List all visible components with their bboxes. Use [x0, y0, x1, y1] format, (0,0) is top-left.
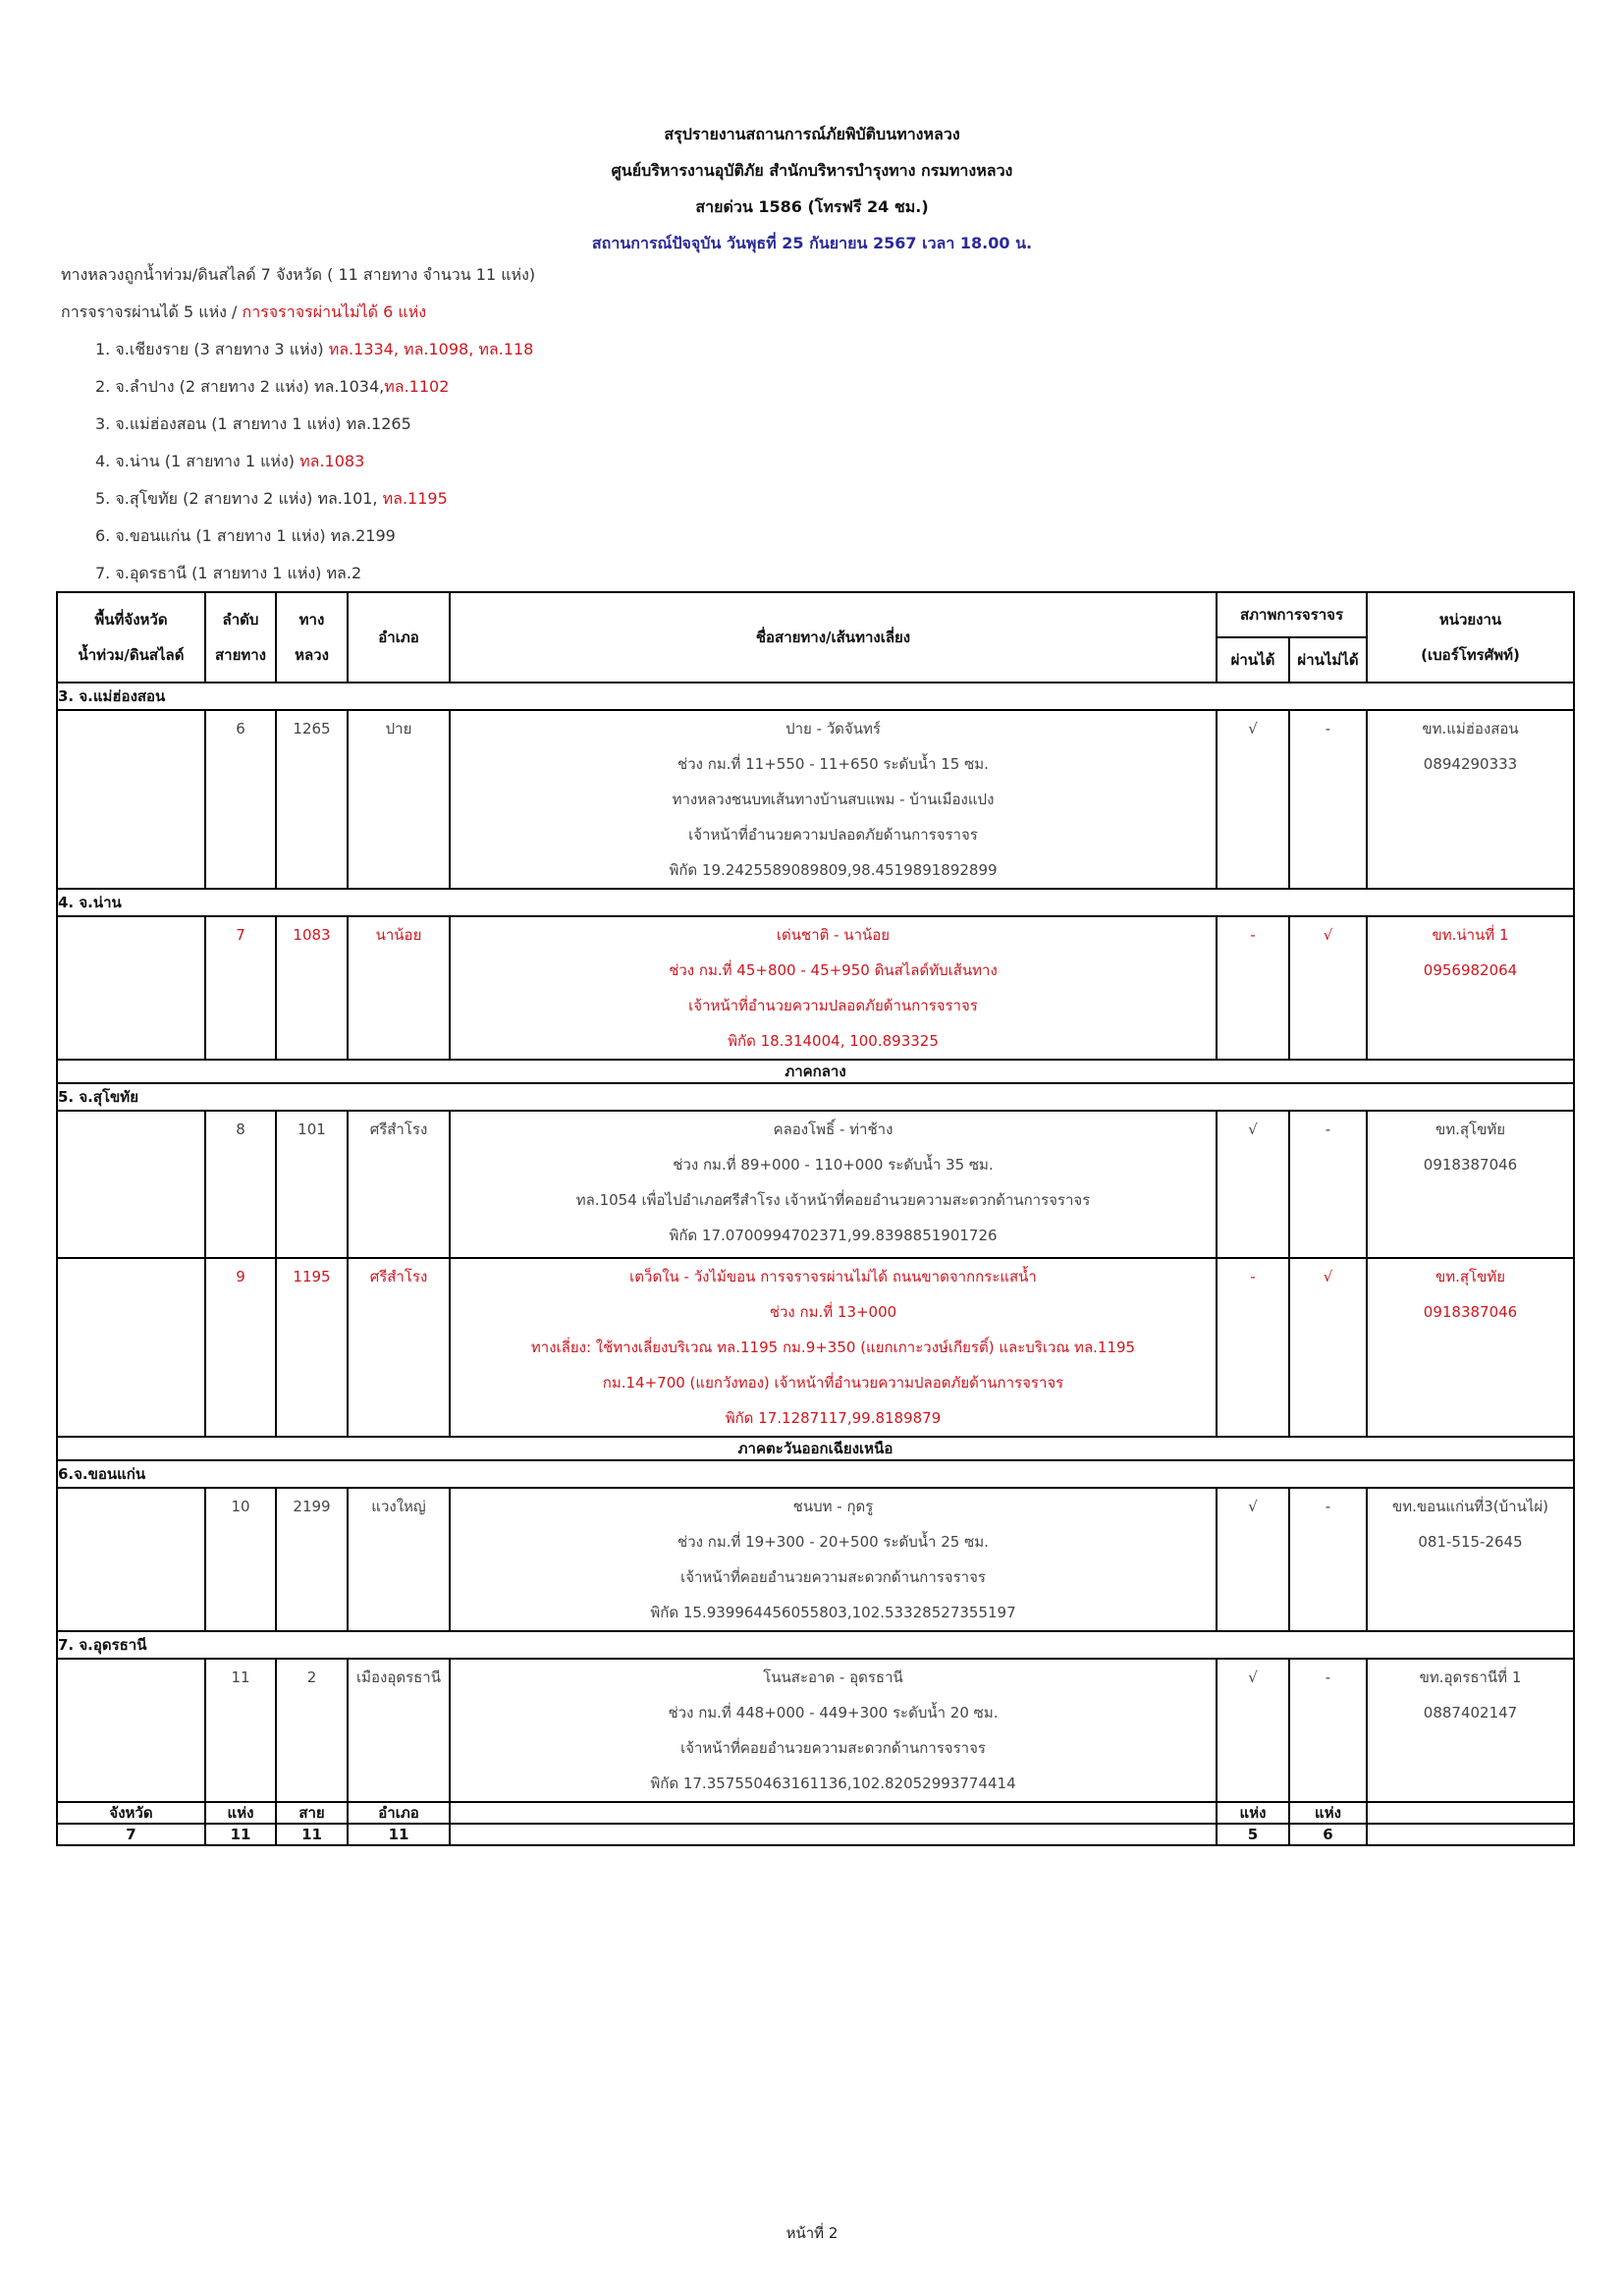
- page-number: หน้าที่ 2: [785, 2224, 839, 2242]
- col-district: อำเภอ: [348, 592, 450, 683]
- table-row: [57, 1258, 1574, 1437]
- totals-label-districts: อำเภอ: [348, 1802, 450, 1824]
- section-nan: 4. จ.น่าน: [57, 889, 1574, 916]
- summary-item-text: 7. จ.อุดรธานี (1 สายทาง 1 แห่ง) ทล.2: [95, 564, 362, 582]
- col-unit: หน่วยงาน (เบอร์โทรศัพท์): [1367, 592, 1574, 683]
- col-province: พื้นที่จังหวัด น้ำท่วม/ดินสไลด์: [57, 592, 205, 683]
- route-desc: ปาย - วัดจันทร์ ช่วง กม.ที่ 11+550 - 11+650 ระดับน้ำ 15 ซม. ทางหลวงชนบทเส้นทางบ้านสบแพม - บ้านเมืองแปง เจ้าหน้าที่อำนวยความปลอดภัยด้านการจราจร พิกัด 19.2425589089809,98.4519891892899: [450, 710, 1217, 889]
- totals-header-row: [57, 1802, 1574, 1824]
- total-districts: 11: [348, 1824, 450, 1845]
- unit: ขท.แม่ฮ่องสอน 0894290333: [1367, 710, 1574, 889]
- seq: 11: [205, 1659, 276, 1802]
- unit: ขท.สุโขทัย 0918387046: [1367, 1111, 1574, 1258]
- nopass-mark: √: [1289, 1258, 1367, 1437]
- highway: 101: [276, 1111, 348, 1258]
- total-nopass: 6: [1289, 1824, 1367, 1845]
- total-provinces: 7: [57, 1824, 205, 1845]
- summary-item-red: ทล.1334, ทล.1098, ทล.118: [328, 340, 534, 358]
- totals-label-places: แห่ง: [205, 1802, 276, 1824]
- incident-table: [56, 591, 1575, 1846]
- totals-label-routes: สาย: [276, 1802, 348, 1824]
- summary: [61, 262, 535, 598]
- nopass-mark: -: [1289, 710, 1367, 889]
- totals-row: [57, 1824, 1574, 1845]
- totals-label-pass: แห่ง: [1217, 1802, 1289, 1824]
- col-pass: ผ่านได้: [1217, 637, 1289, 683]
- highway: 2199: [276, 1488, 348, 1631]
- summary-item: [61, 523, 535, 561]
- summary-traffic: [61, 300, 535, 337]
- summary-total: ทางหลวงถูกน้ำท่วม/ดินสไลด์ 7 จังหวัด ( 11 สายทาง จำนวน 11 แห่ง): [61, 265, 536, 284]
- summary-item-red: ทล.1102: [384, 377, 450, 396]
- region-northeast: ภาคตะวันออกเฉียงเหนือ: [57, 1437, 1574, 1460]
- district: เมืองอุดรธานี: [348, 1659, 450, 1802]
- nopass-mark: -: [1289, 1488, 1367, 1631]
- seq: 6: [205, 710, 276, 889]
- seq: 7: [205, 916, 276, 1060]
- unit: ขท.ขอนแก่นที่3(บ้านไผ่) 081-515-2645: [1367, 1488, 1574, 1631]
- table-row: [57, 916, 1574, 1060]
- seq: 9: [205, 1258, 276, 1437]
- route-desc: ชนบท - กุดรู ช่วง กม.ที่ 19+300 - 20+500 ระดับน้ำ 25 ซม. เจ้าหน้าที่คอยอำนวยความสะดวกด้านการจราจร พิกัด 15.939964456055803,102.53328527355197: [450, 1488, 1217, 1631]
- seq: 10: [205, 1488, 276, 1631]
- unit: ขท.น่านที่ 1 0956982064: [1367, 916, 1574, 1060]
- status-time: สถานการณ์ปัจจุบัน วันพุธที่ 25 กันยายน 2567 เวลา 18.00 น.: [591, 234, 1033, 252]
- col-highway: ทาง หลวง: [276, 592, 348, 683]
- summary-item-red: ทล.1083: [299, 452, 365, 470]
- col-route: ชื่อสายทาง/เส้นทางเลี่ยง: [450, 592, 1217, 683]
- district: นาน้อย: [348, 916, 450, 1060]
- district: แวงใหญ่: [348, 1488, 450, 1631]
- pass-mark: √: [1217, 1488, 1289, 1631]
- table-row: [57, 1488, 1574, 1631]
- total-places: 11: [205, 1824, 276, 1845]
- col-traffic: สภาพการจราจร: [1217, 592, 1367, 637]
- passable-count: การจราจรผ่านได้ 5 แห่ง /: [61, 302, 243, 321]
- section-sukhothai: 5. จ.สุโขทัย: [57, 1083, 1574, 1111]
- total-routes: 11: [276, 1824, 348, 1845]
- totals-label-nopass: แห่ง: [1289, 1802, 1367, 1824]
- unit: ขท.สุโขทัย 0918387046: [1367, 1258, 1574, 1437]
- district: ศรีสำโรง: [348, 1258, 450, 1437]
- highway: 2: [276, 1659, 348, 1802]
- route-desc: คลองโพธิ์ - ท่าช้าง ช่วง กม.ที่ 89+000 - 110+000 ระดับน้ำ 35 ซม. ทล.1054 เพื่อไปอำเภอศรีสำโรง เจ้าหน้าที่คอยอำนวยความสะดวกด้านการจราจร พิกัด 17.0700994702371,99.8398851901726: [450, 1111, 1217, 1258]
- district: ปาย: [348, 710, 450, 889]
- route-desc: เตว็ดใน - วังไม้ขอน การจราจรผ่านไม่ได้ ถนนขาดจากกระแสน้ำ ช่วง กม.ที่ 13+000 ทางเลี่ยง: ใช้ทางเลี่ยงบริเวณ ทล.1195 กม.9+350 (แยกเกาะวงษ์เกียรติ์) และบริเวณ ทล.1195 กม.14+700 (แยกวังทอง) เจ้าหน้าที่อำนวยความปลอดภัยด้านการจราจร พิกัด 17.1287117,99.8189879: [450, 1258, 1217, 1437]
- totals-label-province: จังหวัด: [57, 1802, 205, 1824]
- pass-mark: -: [1217, 916, 1289, 1060]
- total-pass: 5: [1217, 1824, 1289, 1845]
- impassable-count: การจราจรผ่านไม่ได้ 6 แห่ง: [242, 302, 427, 321]
- pass-mark: √: [1217, 1659, 1289, 1802]
- summary-item-text: 2. จ.ลำปาง (2 สายทาง 2 แห่ง) ทล.1034,: [95, 377, 385, 396]
- route-desc: เด่นชาติ - นาน้อย ช่วง กม.ที่ 45+800 - 45+950 ดินสไลด์ทับเส้นทาง เจ้าหน้าที่อำนวยความปลอดภัยด้านการจราจร พิกัด 18.314004, 100.893325: [450, 916, 1217, 1060]
- summary-item: [61, 374, 535, 411]
- section-maehongson: 3. จ.แม่ฮ่องสอน: [57, 683, 1574, 710]
- seq: 8: [205, 1111, 276, 1258]
- region-central: ภาคกลาง: [57, 1060, 1574, 1083]
- highway: 1265: [276, 710, 348, 889]
- section-khonkaen: 6.จ.ขอนแก่น: [57, 1460, 1574, 1488]
- report-header: [0, 116, 1624, 261]
- nopass-mark: -: [1289, 1111, 1367, 1258]
- summary-item-text: 1. จ.เชียงราย (3 สายทาง 3 แห่ง): [95, 340, 329, 358]
- route-desc: โนนสะอาด - อุดรธานี ช่วง กม.ที่ 448+000 - 449+300 ระดับน้ำ 20 ซม. เจ้าหน้าที่คอยอำนวยความสะดวกด้านการจราจร พิกัด 17.357550463161136,102.82052993774414: [450, 1659, 1217, 1802]
- pass-mark: √: [1217, 1111, 1289, 1258]
- pass-mark: √: [1217, 710, 1289, 889]
- summary-item-text: 4. จ.น่าน (1 สายทาง 1 แห่ง): [95, 452, 300, 470]
- summary-item: [61, 449, 535, 486]
- summary-item-text: 3. จ.แม่ฮ่องสอน (1 สายทาง 1 แห่ง) ทล.1265: [95, 414, 411, 433]
- summary-item: [61, 486, 535, 523]
- highway: 1195: [276, 1258, 348, 1437]
- unit: ขท.อุดรธานีที่ 1 0887402147: [1367, 1659, 1574, 1802]
- report-subtitle: ศูนย์บริหารงานอุบัติภัย สำนักบริหารบำรุงทาง กรมทางหลวง: [611, 161, 1013, 180]
- section-udonthani: 7. จ.อุดรธานี: [57, 1631, 1574, 1659]
- summary-item-text: 5. จ.สุโขทัย (2 สายทาง 2 แห่ง) ทล.101,: [95, 489, 383, 508]
- district: ศรีสำโรง: [348, 1111, 450, 1258]
- highway: 1083: [276, 916, 348, 1060]
- summary-item: [61, 411, 535, 449]
- table-row: [57, 710, 1574, 889]
- col-seq: ลำดับ สายทาง: [205, 592, 276, 683]
- table-row: [57, 1111, 1574, 1258]
- report-title: สรุปรายงานสถานการณ์ภัยพิบัติบนทางหลวง: [664, 125, 960, 143]
- pass-mark: -: [1217, 1258, 1289, 1437]
- nopass-mark: -: [1289, 1659, 1367, 1802]
- hotline: สายด่วน 1586 (โทรฟรี 24 ชม.): [695, 197, 929, 216]
- nopass-mark: √: [1289, 916, 1367, 1060]
- summary-item: [61, 337, 535, 374]
- table-row: [57, 1659, 1574, 1802]
- summary-item-red: ทล.1195: [382, 489, 448, 508]
- col-nopass: ผ่านไม่ได้: [1289, 637, 1367, 683]
- summary-item-text: 6. จ.ขอนแก่น (1 สายทาง 1 แห่ง) ทล.2199: [95, 526, 396, 545]
